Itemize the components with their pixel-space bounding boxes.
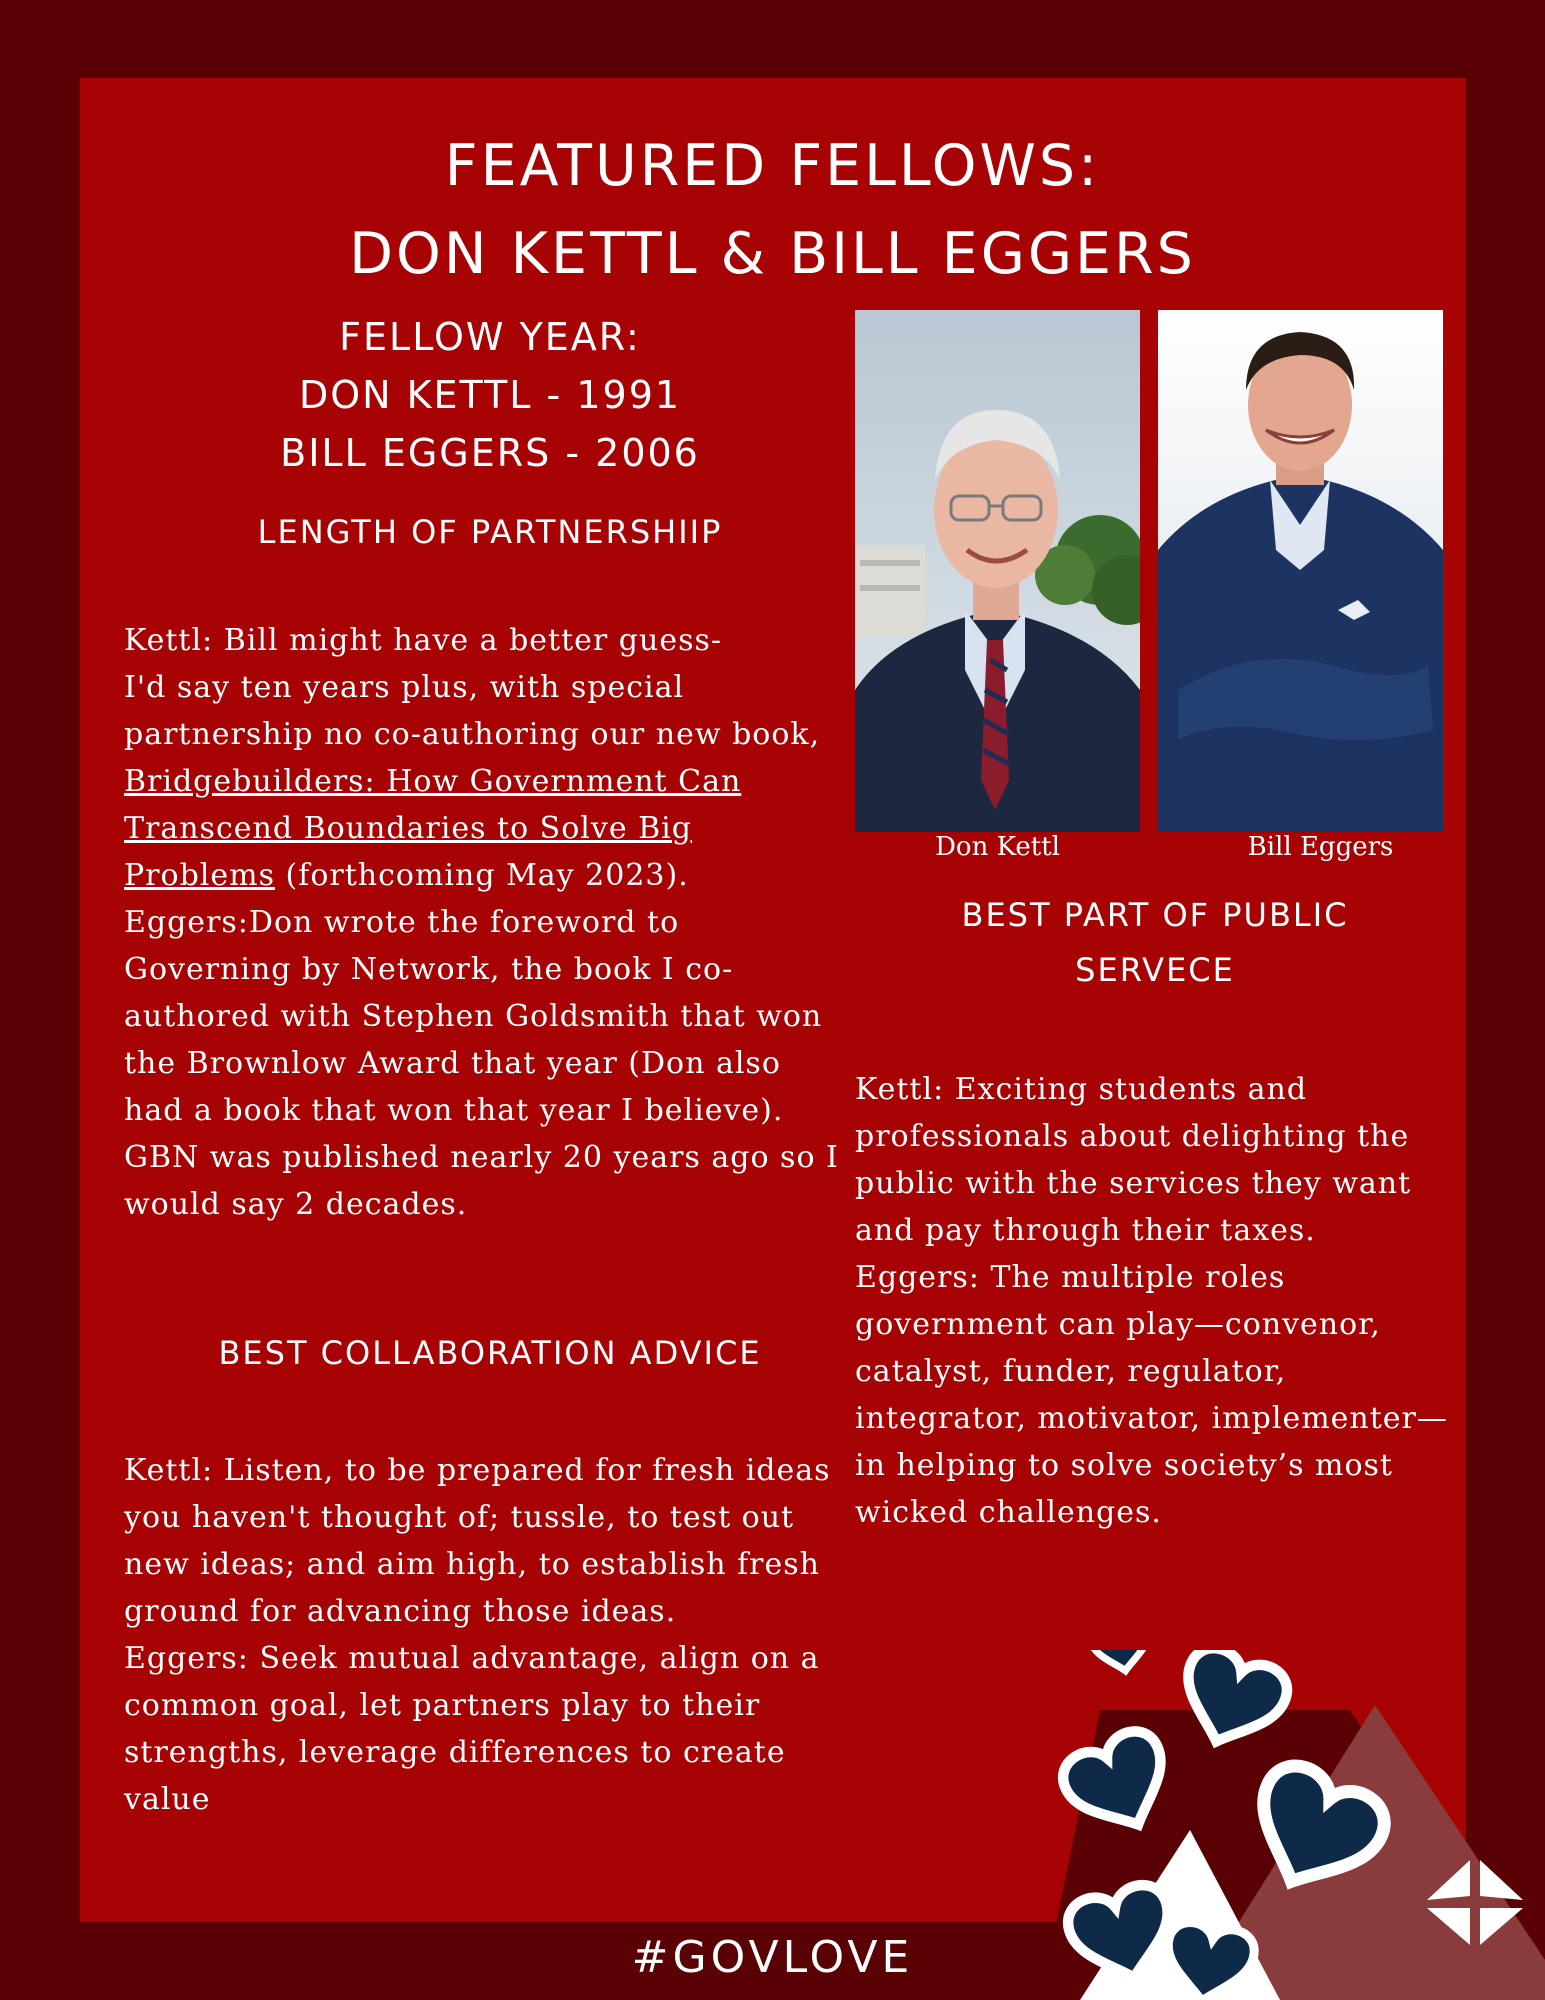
- eggers-portrait-image: [1158, 310, 1443, 832]
- book-title-link[interactable]: Bridgebuilders: How Government Can Transcend Boundaries to Solve Big Problems: [124, 764, 742, 893]
- photo-bill-eggers: [1158, 310, 1443, 832]
- collaboration-body: [124, 1447, 844, 1823]
- fellow-year-block: [200, 308, 780, 482]
- page-title: [0, 122, 1545, 298]
- caption-bill-eggers: Bill Eggers: [1247, 832, 1394, 862]
- caption-don-kettl: Don Kettl: [935, 832, 1060, 862]
- collaboration-eggers: Eggers: Seek mutual advantage, align on a common goal, let partners play to their strengths, leverage differences to create value: [124, 1641, 820, 1817]
- collaboration-heading: BEST COLLABORATION ADVICE: [218, 1334, 762, 1372]
- public-service-body: [855, 1066, 1455, 1536]
- partnership-kettl-post: (forthcoming May 2023).: [274, 858, 689, 893]
- hashtag: #GOVLOVE: [631, 1932, 914, 1983]
- public-service-heading-line-1: BEST PART OF PUBLIC: [961, 896, 1349, 934]
- public-service-heading: [855, 888, 1455, 998]
- kettl-portrait-image: [855, 310, 1140, 832]
- collaboration-kettl: Kettl: Listen, to be prepared for fresh ideas you haven't thought of; tussle, to test out new ideas; and aim high, to establish fresh ground for advancing those ideas.: [124, 1453, 831, 1629]
- title-line-2: DON KETTL & BILL EGGERS: [349, 221, 1196, 287]
- heart-icon: [1088, 1650, 1153, 1676]
- fellow-year-kettl: DON KETTL - 1991: [298, 373, 682, 417]
- public-service-heading-line-2: SERVECE: [1075, 951, 1235, 989]
- partnership-kettl-pre: Kettl: Bill might have a better guess- I'd say ten years plus, with special partnership no co-authoring our new book,: [124, 623, 821, 752]
- fellow-year-heading: FELLOW YEAR:: [339, 315, 641, 359]
- fellow-year-eggers: BILL EGGERS - 2006: [280, 431, 700, 475]
- photo-don-kettl: [855, 310, 1140, 832]
- public-service-kettl: Kettl: Exciting students and professionals about delighting the public with the services they want and pay through their taxes.: [855, 1072, 1412, 1248]
- partnership-heading: LENGTH OF PARTNERSHIIP: [257, 513, 723, 551]
- public-service-eggers: Eggers: The multiple roles government can play—convenor, catalyst, funder, regulator, integrator, motivator, implementer—in helping to solve society’s most wicked challenges.: [855, 1260, 1448, 1530]
- partnership-eggers: Eggers:Don wrote the foreword to Governing by Network, the book I co-authored with Stephen Goldsmith that won the Brownlow Award that year (Don also had a book that won that year I believe). GBN was published nearly 20 years ago so I would say 2 decades.: [124, 905, 839, 1222]
- title-line-1: FEATURED FELLOWS:: [444, 133, 1101, 199]
- partnership-body: [124, 617, 844, 1228]
